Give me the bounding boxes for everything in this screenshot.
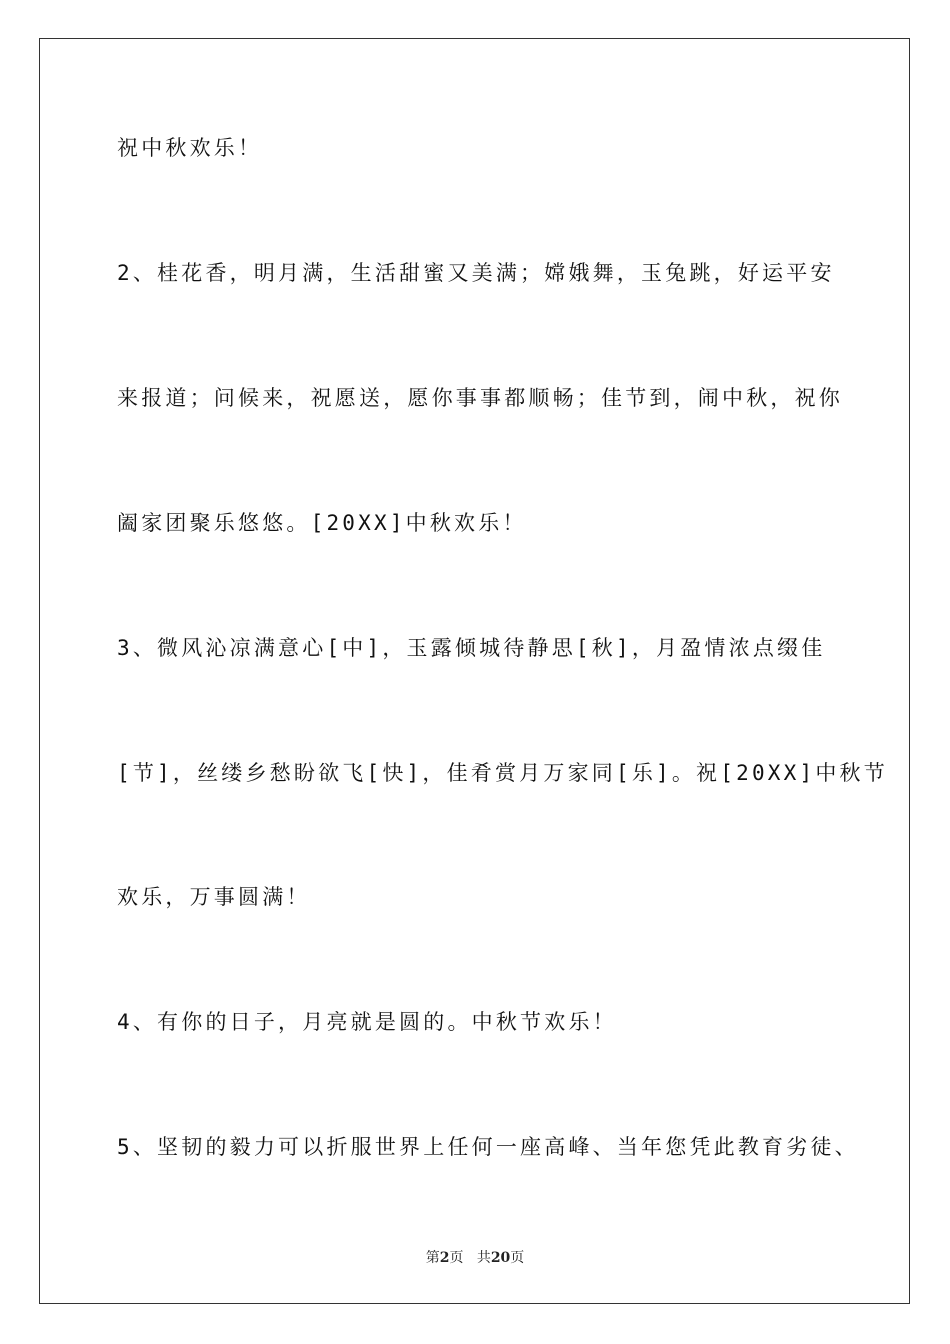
total-suffix: 页 (510, 1250, 525, 1266)
text-line: 欢乐，万事圆满！ (117, 885, 311, 909)
text-line: 5、坚韧的毅力可以折服世界上任何一座高峰、当年您凭此教育劣徒、 (117, 1135, 859, 1159)
text-line: 3、微风沁凉满意心[中]，玉露倾城待静思[秋]，月盈情浓点缀佳 (117, 636, 826, 660)
total-prefix: 共 (476, 1250, 491, 1266)
page-suffix: 页 (449, 1250, 464, 1266)
text-line: 2、桂花香，明月满，生活甜蜜又美满；嫦娥舞，玉兔跳，好运平安 (117, 261, 835, 285)
page-prefix: 第 (425, 1250, 440, 1266)
text-line: [节]，丝缕乡愁盼欲飞[快]，佳肴赏月万家同[乐]。祝[20XX]中秋节 (117, 761, 888, 785)
text-line: 祝中秋欢乐！ (117, 136, 263, 160)
text-line: 4、有你的日子，月亮就是圆的。中秋节欢乐！ (117, 1010, 617, 1034)
page-footer (0, 1247, 950, 1267)
text-line: 来报道；问候来，祝愿送，愿你事事都顺畅；佳节到，闹中秋，祝你 (117, 386, 843, 410)
page-current: 2 (439, 1250, 450, 1266)
page-frame (39, 38, 910, 1304)
text-line: 阖家团聚乐悠悠。[20XX]中秋欢乐！ (117, 511, 527, 535)
page-total: 20 (490, 1250, 511, 1266)
